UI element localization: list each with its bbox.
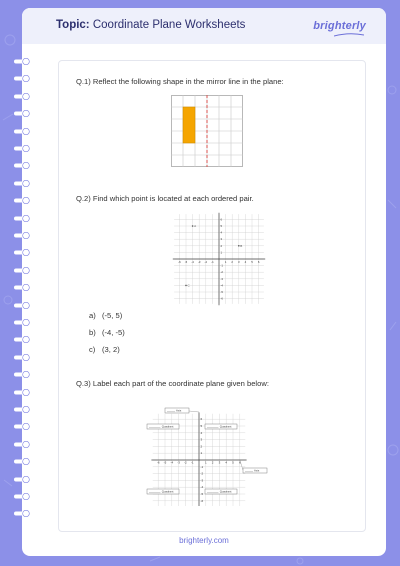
- reflection-grid: [171, 95, 243, 167]
- coordinate-plane-labels: [143, 406, 279, 506]
- binding-ring: [14, 232, 30, 239]
- x-tick-label: -5: [184, 260, 188, 264]
- quadrant-label-br-text: Quadrant: [219, 489, 232, 494]
- binding-ring: [14, 75, 30, 82]
- binding-ring: [14, 58, 30, 65]
- page-title: [56, 19, 245, 31]
- ring-hole: [23, 493, 30, 500]
- y-tick-label: 1: [200, 451, 203, 456]
- binding-ring: [14, 336, 30, 343]
- ring-hole: [23, 128, 30, 135]
- y-tick-label: -5: [220, 290, 223, 294]
- x-tick-label: 6: [257, 260, 260, 264]
- point-label: B: [240, 243, 243, 248]
- quadrant-label-tr-text: Quadrant: [219, 424, 232, 429]
- y-tick-label: 5: [200, 424, 203, 428]
- binding-ring: [14, 215, 30, 222]
- y-tick-label: 4: [200, 430, 203, 435]
- x-tick-label: 1: [224, 260, 227, 264]
- binding-ring: [14, 406, 30, 413]
- y-tick-label: 3: [220, 237, 223, 242]
- x-tick-label: -2: [184, 460, 187, 465]
- binding-ring: [14, 476, 30, 483]
- binding-ring: [14, 180, 30, 187]
- x-tick-label: -4: [170, 460, 174, 465]
- ring-hole: [23, 284, 30, 291]
- axis-pointer-y: [189, 411, 199, 412]
- y-tick-label: -6: [220, 296, 223, 301]
- y-tick-label: 2: [220, 243, 223, 248]
- x-tick-label: 3: [238, 260, 240, 264]
- y-tick-label: -1: [220, 263, 223, 268]
- binding-ring: [14, 441, 30, 448]
- ring-hole: [23, 406, 30, 413]
- y-tick-label: 2: [200, 444, 203, 449]
- option-pair: (-5, 5): [102, 311, 123, 320]
- coordinate-plane-points: [169, 211, 269, 307]
- topic-label: Topic:: [56, 19, 90, 31]
- binding-ring: [14, 319, 30, 326]
- x-tick-label: 1: [204, 460, 207, 465]
- point-label: C: [187, 283, 190, 288]
- x-tick-label: -4: [191, 260, 194, 264]
- answer-option-a: [89, 311, 122, 320]
- x-tick-label: -6: [178, 260, 181, 264]
- question-1: Q.1) Reflect the following shape in the mirror line in the plane:: [76, 77, 284, 86]
- x-tick-label: 2: [211, 460, 214, 465]
- y-tick-label: -6: [200, 498, 204, 503]
- ring-hole: [23, 215, 30, 222]
- quadrant-label-tl-text: Quadrant: [161, 424, 174, 429]
- y-tick-label: 3: [200, 437, 203, 442]
- x-tick-label: -1: [211, 260, 214, 264]
- binding-ring: [14, 249, 30, 256]
- topic-title: Coordinate Plane Worksheets: [92, 19, 246, 31]
- ring-hole: [23, 389, 30, 396]
- answer-option-b: [89, 328, 125, 337]
- y-tick-label: 6: [220, 217, 223, 222]
- x-tick-label: -3: [177, 460, 180, 465]
- x-tick-label: 6: [238, 460, 241, 465]
- x-tick-label: 4: [225, 460, 228, 465]
- x-tick-label: -3: [197, 260, 201, 264]
- ring-hole: [23, 267, 30, 274]
- y-tick-label: -5: [200, 492, 204, 496]
- worksheet-header: [22, 8, 386, 44]
- option-pair: (3, 2): [102, 345, 120, 354]
- ring-hole: [23, 163, 30, 170]
- brighterly-logo: brighterly: [313, 20, 366, 32]
- y-tick-label: 4: [220, 230, 223, 235]
- ring-hole: [23, 424, 30, 431]
- ring-hole: [23, 180, 30, 187]
- ring-hole: [23, 354, 30, 361]
- y-tick-label: -3: [200, 478, 204, 483]
- ring-hole: [23, 197, 30, 204]
- ring-hole: [23, 441, 30, 448]
- option-letter: b): [89, 328, 96, 337]
- y-tick-label: 5: [220, 224, 223, 228]
- x-tick-label: 5: [251, 260, 253, 264]
- y-tick-label: -4: [200, 485, 204, 490]
- binding-ring: [14, 128, 30, 135]
- binding-ring: [14, 284, 30, 291]
- question-3: Q.3) Label each part of the coordinate plane given below:: [76, 379, 269, 388]
- ring-hole: [23, 511, 30, 518]
- x-tick-label: -6: [156, 460, 160, 465]
- ring-hole: [23, 93, 30, 100]
- binding-ring: [14, 371, 30, 378]
- y-tick-label: 6: [200, 417, 203, 422]
- ring-hole: [23, 76, 30, 83]
- x-tick-label: -1: [190, 460, 194, 465]
- y-tick-label: -2: [220, 270, 223, 275]
- binding-ring: [14, 389, 30, 396]
- binding-ring: [14, 354, 30, 361]
- quadrant-label-bl-text: Quadrant: [161, 489, 174, 494]
- binding-ring: [14, 110, 30, 117]
- ring-hole: [23, 232, 30, 239]
- x-tick-label: -2: [204, 260, 208, 264]
- y-tick-label: -4: [220, 283, 223, 288]
- y-tick-label: -2: [200, 471, 204, 476]
- ring-hole: [23, 58, 30, 65]
- ring-hole: [23, 250, 30, 257]
- y-tick-label: -3: [220, 276, 223, 281]
- axis-label-x-text: Axis: [254, 468, 260, 473]
- binding-ring: [14, 510, 30, 517]
- orange-shape: [183, 107, 195, 143]
- ring-hole: [23, 371, 30, 378]
- binding-ring: [14, 162, 30, 169]
- binding-ring: [14, 302, 30, 309]
- answer-option-c: [89, 345, 120, 354]
- binding-ring: [14, 93, 30, 100]
- option-pair: (-4, -5): [102, 328, 125, 337]
- axis-label-y-text: Axis: [176, 408, 182, 413]
- footer-site: brighterly.com: [179, 536, 229, 545]
- binding-ring: [14, 423, 30, 430]
- x-tick-label: 2: [231, 260, 233, 264]
- ring-hole: [23, 458, 30, 465]
- ring-hole: [23, 337, 30, 344]
- binding-ring: [14, 267, 30, 274]
- ring-hole: [23, 476, 30, 483]
- ring-hole: [23, 302, 30, 309]
- option-letter: a): [89, 311, 96, 320]
- logo-swoosh-icon: [334, 33, 364, 37]
- axis-pointer-x: [240, 460, 243, 470]
- x-tick-label: 3: [218, 460, 221, 465]
- option-letter: c): [89, 345, 96, 354]
- question-2: Q.2) Find which point is located at each ordered pair.: [76, 194, 254, 203]
- x-tick-label: -5: [163, 460, 167, 465]
- y-tick-label: 1: [220, 250, 223, 255]
- worksheet-content: [58, 60, 366, 532]
- x-tick-label: 4: [244, 260, 247, 264]
- binding-ring: [14, 458, 30, 465]
- point-label: A: [194, 224, 197, 228]
- ring-hole: [23, 145, 30, 152]
- ring-hole: [23, 110, 30, 117]
- ring-hole: [23, 319, 30, 326]
- binding-ring: [14, 145, 30, 152]
- binding-ring: [14, 493, 30, 500]
- worksheet-page: [22, 8, 386, 556]
- binding-ring: [14, 197, 30, 204]
- y-tick-label: -1: [200, 464, 204, 469]
- x-tick-label: 5: [232, 460, 234, 465]
